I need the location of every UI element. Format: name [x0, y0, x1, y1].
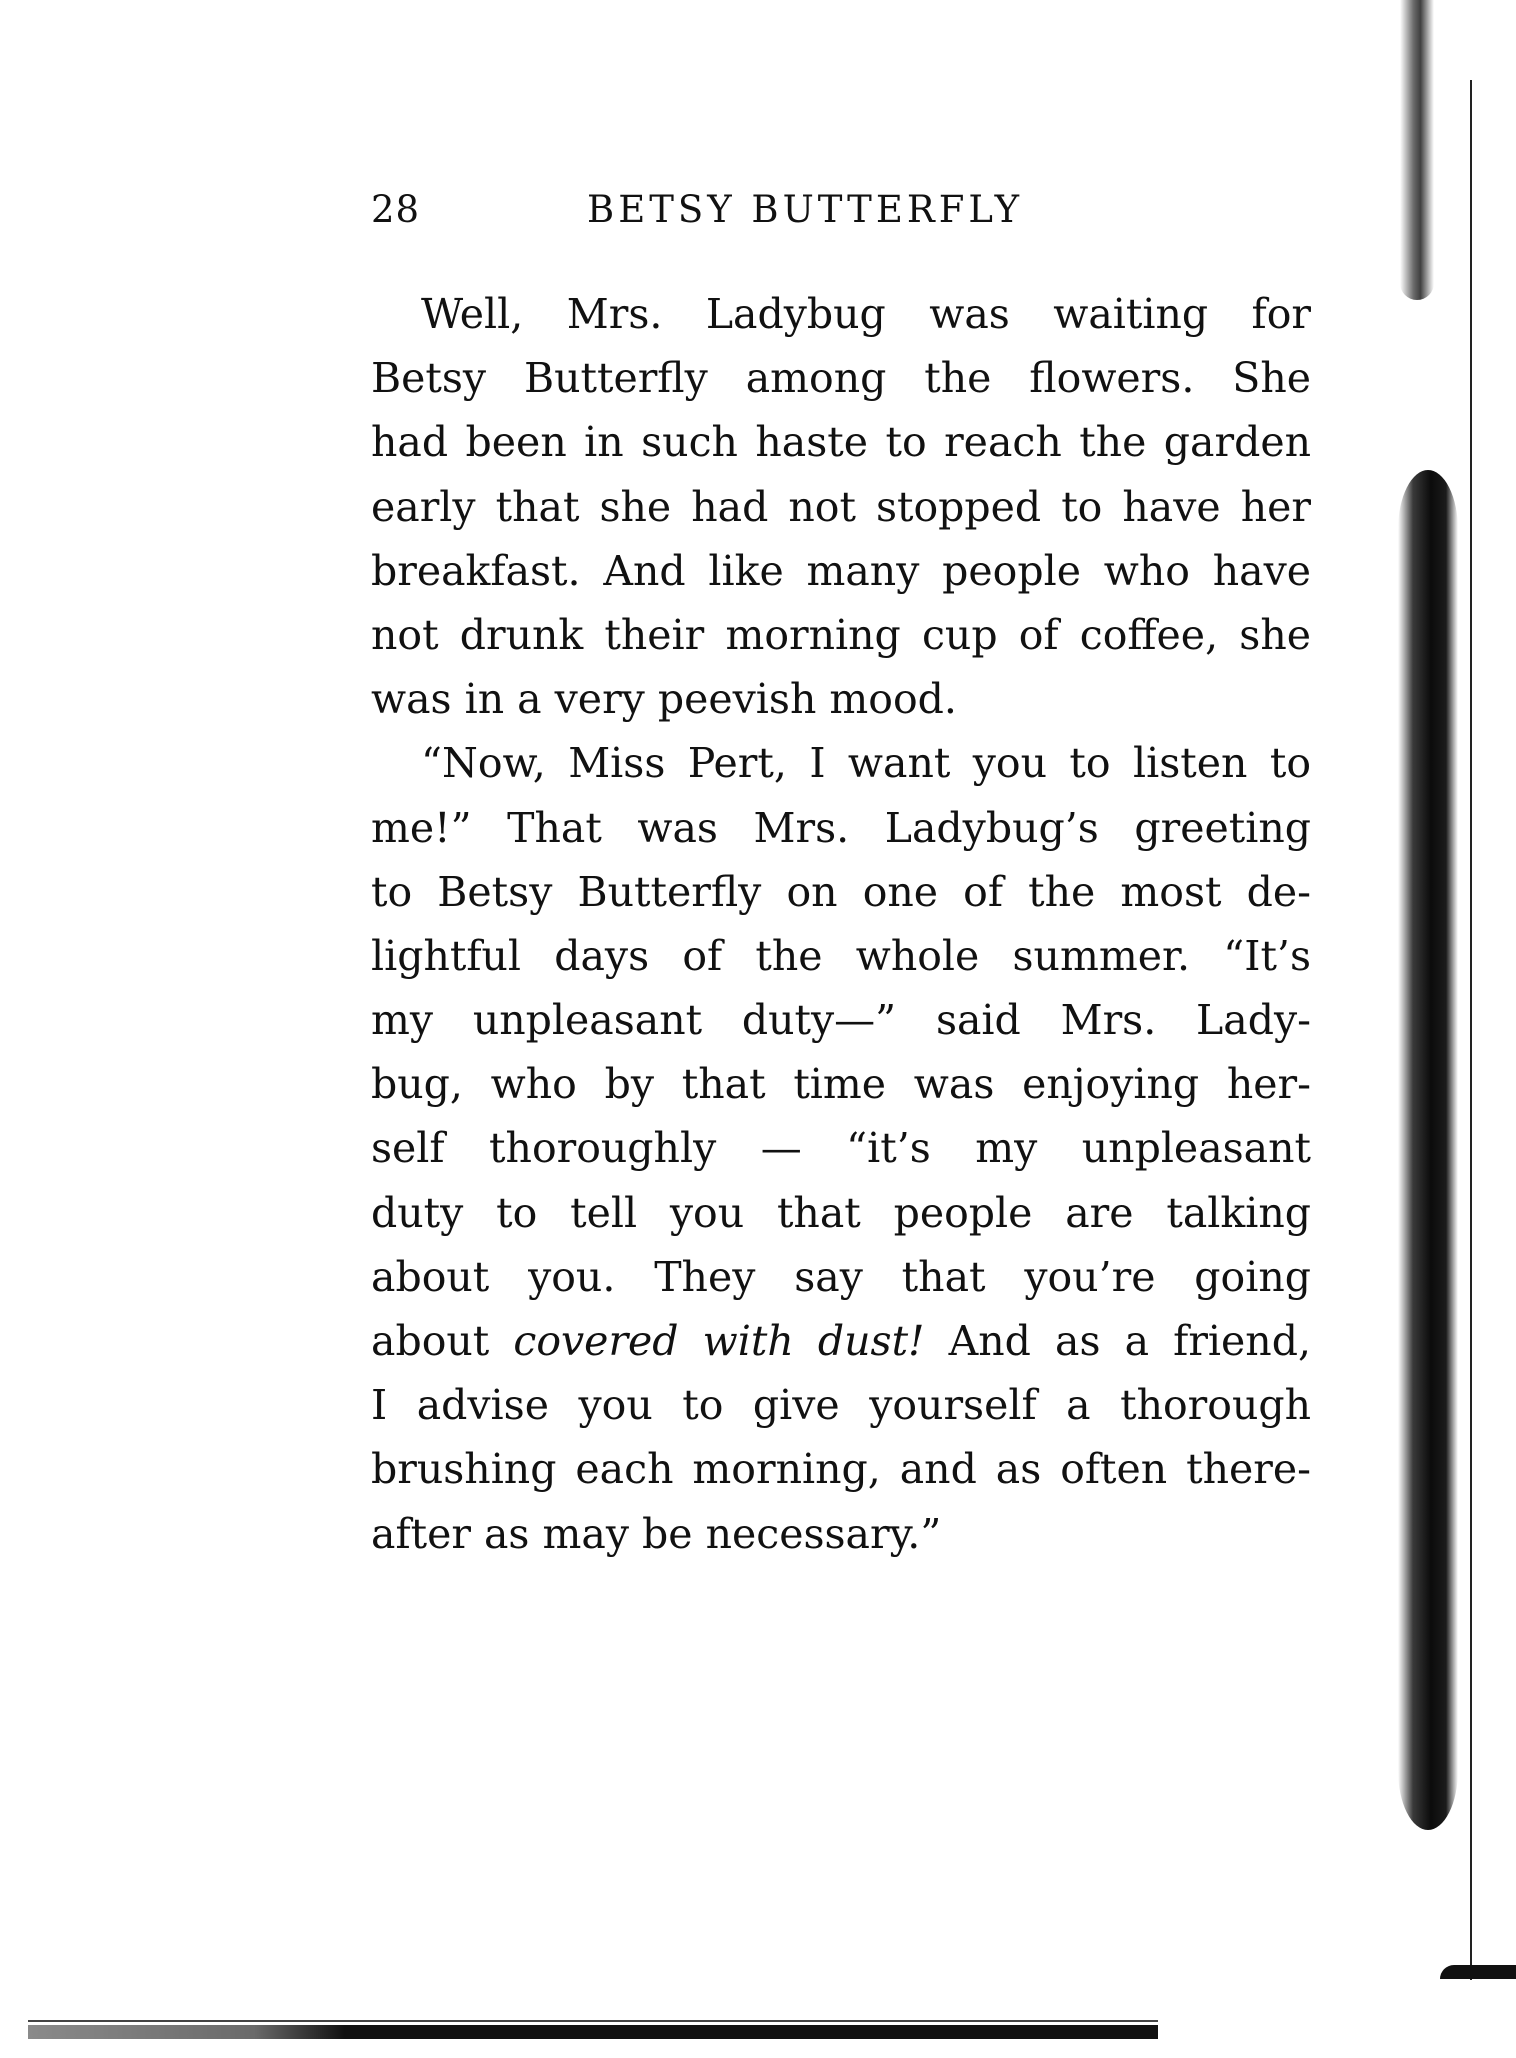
- page-edge-foot: [1440, 1965, 1516, 1979]
- text-before-emphasis: about: [371, 1317, 514, 1365]
- text-line: after as may be necessary.”: [371, 1509, 942, 1558]
- text-line: duty to tell you that people are talking: [371, 1188, 1311, 1237]
- text-line-emphasis: [371, 1309, 1311, 1373]
- text-after-emphasis: And as a friend,: [924, 1317, 1311, 1365]
- running-header: [371, 188, 1321, 248]
- text-line: lightful days of the whole summer. “It’s: [371, 931, 1311, 980]
- text-line: self thoroughly — “it’s my unpleasant: [371, 1124, 1311, 1173]
- page-edge-line: [1470, 80, 1472, 1980]
- scan-bottom-line: [28, 2020, 1158, 2022]
- page-number: 28: [371, 188, 421, 231]
- text-line: not drunk their morning cup of coffee, she: [371, 610, 1311, 659]
- text-line: brushing each morning, and as often there-: [371, 1445, 1311, 1494]
- text-line: Well, Mrs. Ladybug was waiting for: [421, 290, 1311, 338]
- italic-emphasis: covered with dust!: [513, 1317, 925, 1365]
- text-line: was in a very peevish mood.: [371, 675, 957, 724]
- text-line: “Now, Miss Pert, I want you to listen to: [421, 739, 1311, 788]
- running-title: BETSY BUTTERFLY: [587, 188, 1023, 231]
- text-line: I advise you to give yourself a thorough: [371, 1381, 1311, 1430]
- text-line: bug, who by that time was enjoying her-: [371, 1060, 1311, 1109]
- scan-shadow-top: [1400, 0, 1434, 300]
- text-line: me!” That was Mrs. Ladybug’s greeting: [371, 803, 1311, 852]
- scan-shadow-spine: [1398, 470, 1458, 1830]
- text-line: about you. They say that you’re going: [371, 1252, 1311, 1301]
- text-line: Betsy Butterfly among the flowers. She: [371, 354, 1311, 403]
- text-line: to Betsy Butterfly on one of the most de-: [371, 867, 1311, 916]
- text-line: had been in such haste to reach the garden: [371, 418, 1311, 467]
- text-line: early that she had not stopped to have her: [371, 482, 1311, 531]
- body-text: [371, 282, 1311, 1566]
- text-line: my unpleasant duty—” said Mrs. Lady-: [371, 996, 1311, 1045]
- text-line: breakfast. And like many people who have: [371, 546, 1311, 595]
- scan-bottom-bar: [28, 2025, 1158, 2039]
